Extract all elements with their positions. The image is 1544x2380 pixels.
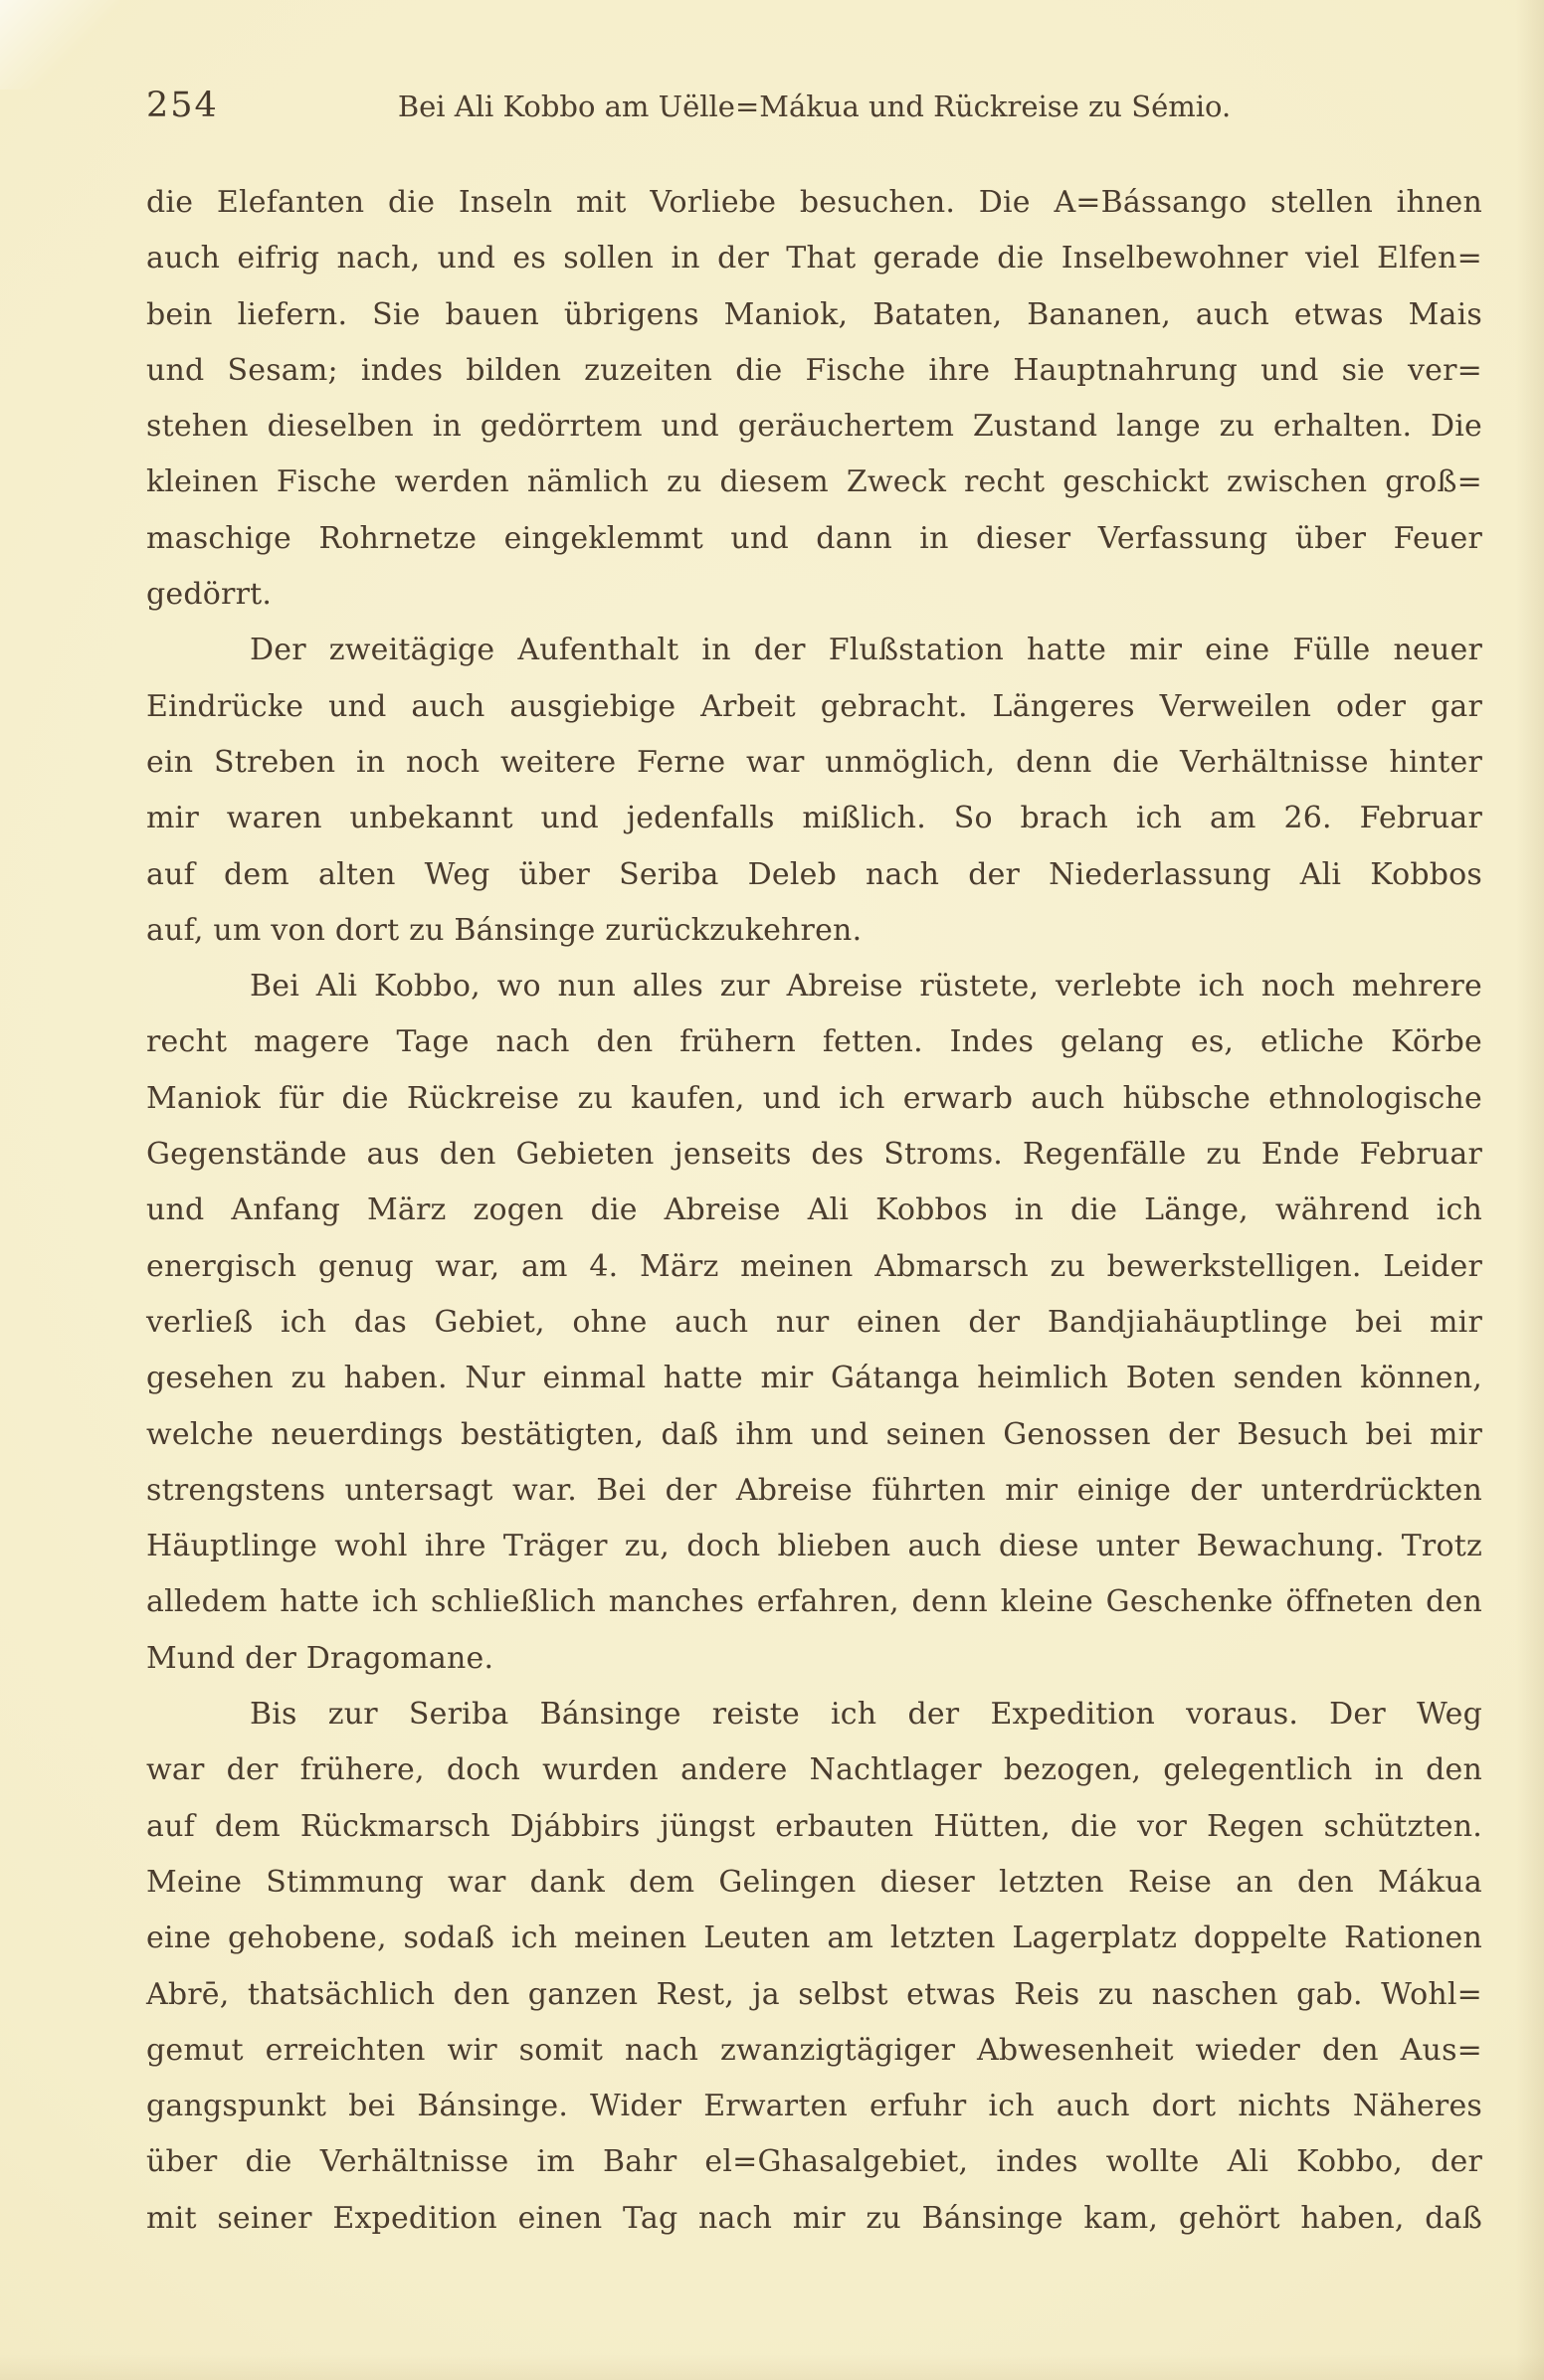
text-line: welche neuerdings bestätigten, daß ihm und seinen Genossen der Besuch bei mir (146, 1416, 1482, 1452)
running-head (146, 82, 1482, 137)
page-number: 254 (146, 86, 219, 125)
text-line: Eindrücke und auch ausgiebige Arbeit gebracht. Längeres Verweilen oder gar (146, 688, 1482, 724)
text-line: ein Streben in noch weitere Ferne war unmöglich, denn die Verhältnisse hinter (146, 744, 1482, 780)
text-line: Mund der Dragomane. (146, 1640, 494, 1676)
text-line: und Sesam; indes bilden zuzeiten die Fische ihre Hauptnahrung und sie ver= (146, 352, 1482, 388)
text-line: und Anfang März zogen die Abreise Ali Kobbos in die Länge, während ich (146, 1192, 1482, 1228)
text-line: strengstens untersagt war. Bei der Abreise führten mir einige der unterdrückten (146, 1472, 1482, 1508)
text-line: auf dem Rückmarsch Djábbirs jüngst erbauten Hütten, die vor Regen schützten. (146, 1808, 1482, 1844)
text-line: bein liefern. Sie bauen übrigens Maniok, Bataten, Bananen, auch etwas Mais (146, 296, 1482, 332)
text-line: Meine Stimmung war dank dem Gelingen dieser letzten Reise an den Mákua (146, 1864, 1482, 1900)
text-line: gangspunkt bei Bánsinge. Wider Erwarten erfuhr ich auch dort nichts Näheres (146, 2089, 1482, 2124)
text-line: auf dem alten Weg über Seriba Deleb nach der Niederlassung Ali Kobbos (146, 856, 1482, 892)
text-line: Maniok für die Rückreise zu kaufen, und ich erwarb auch hübsche ethnologische (146, 1080, 1482, 1116)
text-line: auf, um von dort zu Bánsinge zurückzukehren. (146, 912, 863, 948)
text-line: gesehen zu haben. Nur einmal hatte mir Gátanga heimlich Boten senden können, (146, 1361, 1482, 1396)
scan-edge-shadow-bottom (0, 2354, 1544, 2380)
text-line: Bei Ali Kobbo, wo nun alles zur Abreise rüstete, verlebte ich noch mehrere (250, 969, 1482, 1005)
running-title: Bei Ali Kobbo am Uëlle=Mákua und Rückreise zu Sémio. (397, 90, 1232, 123)
text-line: mit seiner Expedition einen Tag nach mir zu Bánsinge kam, gehört haben, daß (146, 2200, 1482, 2236)
scan-edge-shadow-right (1516, 0, 1544, 2380)
text-line: über die Verhältnisse im Bahr el=Ghasalgebiet, indes wollte Ali Kobbo, der (146, 2144, 1482, 2180)
text-line: die Elefanten die Inseln mit Vorliebe besuchen. Die A=Bássango stellen ihnen (146, 185, 1482, 220)
text-line: mir waren unbekannt und jedenfalls mißlich. So brach ich am 26. Februar (146, 801, 1482, 836)
text-line: war der frühere, doch wurden andere Nachtlager bezogen, gelegentlich in den (146, 1752, 1482, 1788)
scan-corner-highlight (0, 0, 119, 90)
text-line: eine gehobene, sodaß ich meinen Leuten am letzten Lagerplatz doppelte Rationen (146, 1921, 1482, 1956)
page-body (146, 175, 1482, 2247)
text-line: kleinen Fische werden nämlich zu diesem Zweck recht geschickt zwischen groß= (146, 464, 1482, 500)
text-line: Der zweitägige Aufenthalt in der Flußstation hatte mir eine Fülle neuer (250, 633, 1482, 668)
text-line: Abrē, thatsächlich den ganzen Rest, ja selbst etwas Reis zu naschen gab. Wohl= (146, 1976, 1482, 2012)
text-line: Häuptlinge wohl ihre Träger zu, doch blieben auch diese unter Bewachung. Trotz (146, 1529, 1482, 1564)
text-line: gedörrt. (146, 577, 273, 613)
text-line: alledem hatte ich schließlich manches erfahren, denn kleine Geschenke öffneten den (146, 1584, 1482, 1620)
text-line: recht magere Tage nach den frühern fetten. Indes gelang es, etliche Körbe (146, 1024, 1482, 1060)
text-line: stehen dieselben in gedörrtem und geräuchertem Zustand lange zu erhalten. Die (146, 409, 1482, 445)
text-line: gemut erreichten wir somit nach zwanzigtägiger Abwesenheit wieder den Aus= (146, 2032, 1482, 2068)
text-line: energisch genug war, am 4. März meinen Abmarsch zu bewerkstelligen. Leider (146, 1248, 1482, 1284)
text-line: Bis zur Seriba Bánsinge reiste ich der Expedition voraus. Der Weg (250, 1697, 1482, 1733)
text-line: verließ ich das Gebiet, ohne auch nur einen der Bandjiahäuptlinge bei mir (146, 1304, 1482, 1340)
text-line: Gegenstände aus den Gebieten jenseits des Stroms. Regenfälle zu Ende Februar (146, 1137, 1482, 1173)
text-line: auch eifrig nach, und es sollen in der That gerade die Inselbewohner viel Elfen= (146, 241, 1482, 276)
text-line: maschige Rohrnetze eingeklemmt und dann in dieser Verfassung über Feuer (146, 520, 1482, 556)
